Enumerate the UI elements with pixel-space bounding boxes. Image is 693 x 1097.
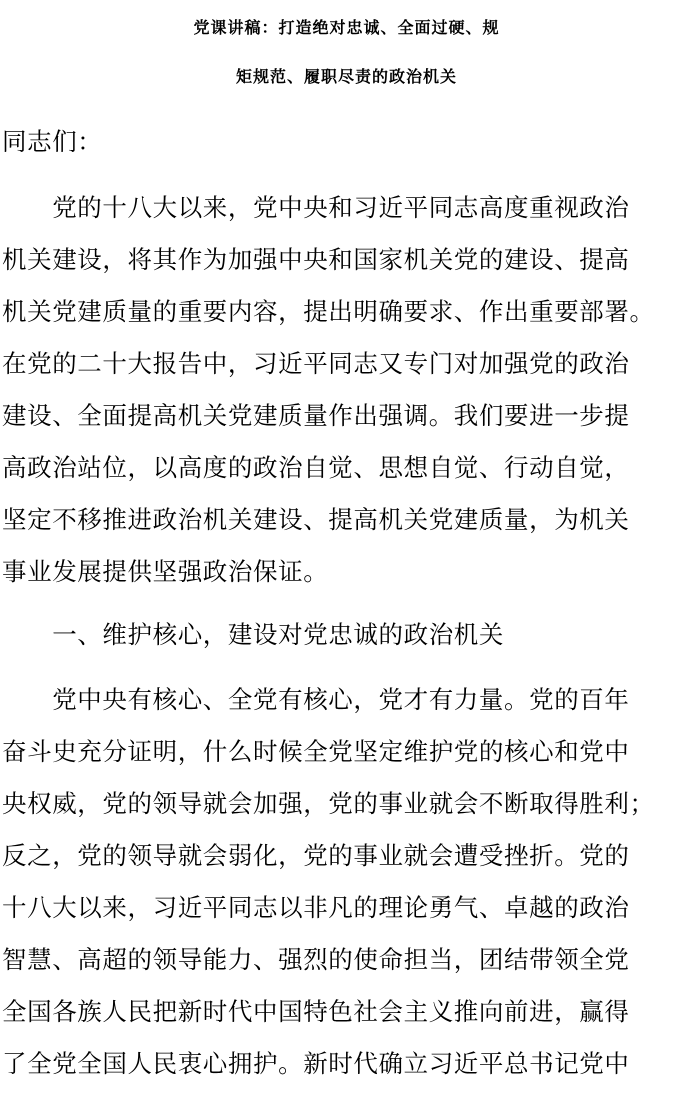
document-title-line-1: 党课讲稿：打造绝对忠诚、全面过硬、规 <box>193 18 500 37</box>
paragraph-2-line-4: 反之，党的领导就会弱化，党的事业就会遭受挫折。党的 <box>2 841 630 870</box>
paragraph-1-line-8: 事业发展提供坚强政治保证。 <box>2 557 329 586</box>
paragraph-2-line-3: 央权威，党的领导就会加强，党的事业就会不断取得胜利； <box>2 789 655 818</box>
paragraph-2-line-8: 了全党全国人民衷心拥护。新时代确立习近平总书记党中 <box>2 1049 630 1078</box>
paragraph-1-line-7: 坚定不移推进政治机关建设、提高机关党建质量，为机关 <box>2 505 630 534</box>
paragraph-1-line-1: 党的十八大以来，党中央和习近平同志高度重视政治 <box>2 193 630 222</box>
document-title-line-2: 矩规范、履职尽责的政治机关 <box>235 67 457 86</box>
paragraph-1-line-4: 在党的二十大报告中，习近平同志又专门对加强党的政治 <box>2 349 630 378</box>
paragraph-2-line-2: 奋斗史充分证明，什么时候全党坚定维护党的核心和党中 <box>2 737 630 766</box>
paragraph-2-line-7: 全国各族人民把新时代中国特色社会主义推向前进，赢得 <box>2 997 630 1026</box>
paragraph-1-line-2: 机关建设，将其作为加强中央和国家机关党的建设、提高 <box>2 245 630 274</box>
section-heading-1: 一、维护核心，建设对党忠诚的政治机关 <box>2 620 504 649</box>
paragraph-2-line-1: 党中央有核心、全党有核心，党才有力量。党的百年 <box>2 685 630 714</box>
paragraph-2-line-5: 十八大以来，习近平同志以非凡的理论勇气、卓越的政治 <box>2 893 630 922</box>
paragraph-2-line-6: 智慧、高超的领导能力、强烈的使命担当，团结带领全党 <box>2 945 630 974</box>
paragraph-1-line-6: 高政治站位，以高度的政治自觉、思想自觉、行动自觉， <box>2 453 630 482</box>
paragraph-1-line-5: 建设、全面提高机关党建质量作出强调。我们要进一步提 <box>2 401 630 430</box>
paragraph-1-line-3: 机关党建质量的重要内容，提出明确要求、作出重要部署。 <box>2 297 655 326</box>
salutation: 同志们： <box>2 127 103 156</box>
